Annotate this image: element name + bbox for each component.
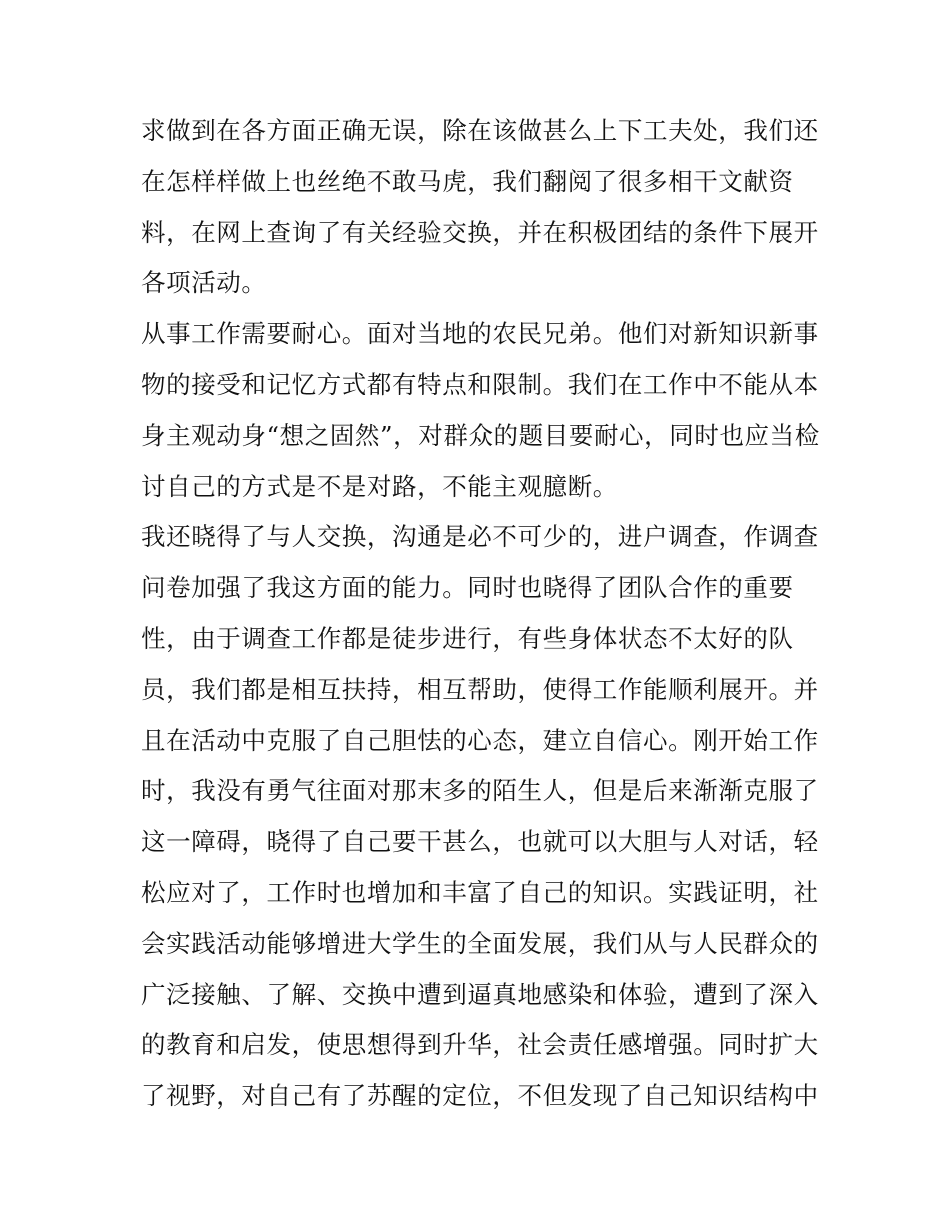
text-line: 从事工作需要耐心。面对当地的农民兄弟。他们对新知识新事: [141, 319, 819, 349]
text-line: 在怎样样做上也丝绝不敢马虎，我们翻阅了很多相干文献资: [141, 166, 794, 196]
text-line: 问卷加强了我这方面的能力。同时也晓得了团队合作的重要: [141, 573, 794, 603]
text-line: 讨自己的方式是不是对路，不能主观臆断。: [141, 471, 618, 501]
text-line: 广泛接触、了解、交换中遭到逼真地感染和体验，遭到了深入: [141, 979, 819, 1009]
text-line: 的教育和启发，使思想得到升华，社会责任感增强。同时扩大: [141, 1030, 819, 1060]
text-line: 会实践活动能够增进大学生的全面发展，我们从与人民群众的: [141, 928, 819, 958]
text-line: 性，由于调查工作都是徒步进行，有些身体状态不太好的队: [141, 623, 794, 653]
text-line: 员，我们都是相互扶持，相互帮助，使得工作能顺利展开。并: [141, 674, 819, 704]
text-line: 松应对了，工作时也增加和丰富了自己的知识。实践证明，社: [141, 877, 819, 907]
text-line: 物的接受和记忆方式都有特点和限制。我们在工作中不能从本: [141, 369, 819, 399]
body-text: [141, 106, 821, 1122]
text-line: 求做到在各方面正确无误，除在该做甚么上下工夫处，我们还: [141, 116, 819, 145]
text-line: 各项活动。: [141, 268, 267, 298]
text-line: 时，我没有勇气往面对那末多的陌生人，但是后来渐渐克服了: [141, 776, 819, 806]
text-line: 料，在网上查询了有关经验交换，并在积极团结的条件下展开: [141, 217, 819, 247]
text-line: 这一障碍，晓得了自己要干甚么，也就可以大胆与人对话，轻: [141, 827, 819, 857]
text-line: 身主观动身“想之固然”，对群众的题目要耐心，同时也应当检: [141, 420, 820, 450]
text-line: 且在活动中克服了自己胆怯的心态，建立自信心。刚开始工作: [141, 725, 819, 755]
text-line: 了视野，对自己有了苏醒的定位，不但发现了自己知识结构中: [141, 1081, 819, 1111]
text-line: 我还晓得了与人交换，沟通是必不可少的，进户调查，作调查: [141, 522, 819, 552]
